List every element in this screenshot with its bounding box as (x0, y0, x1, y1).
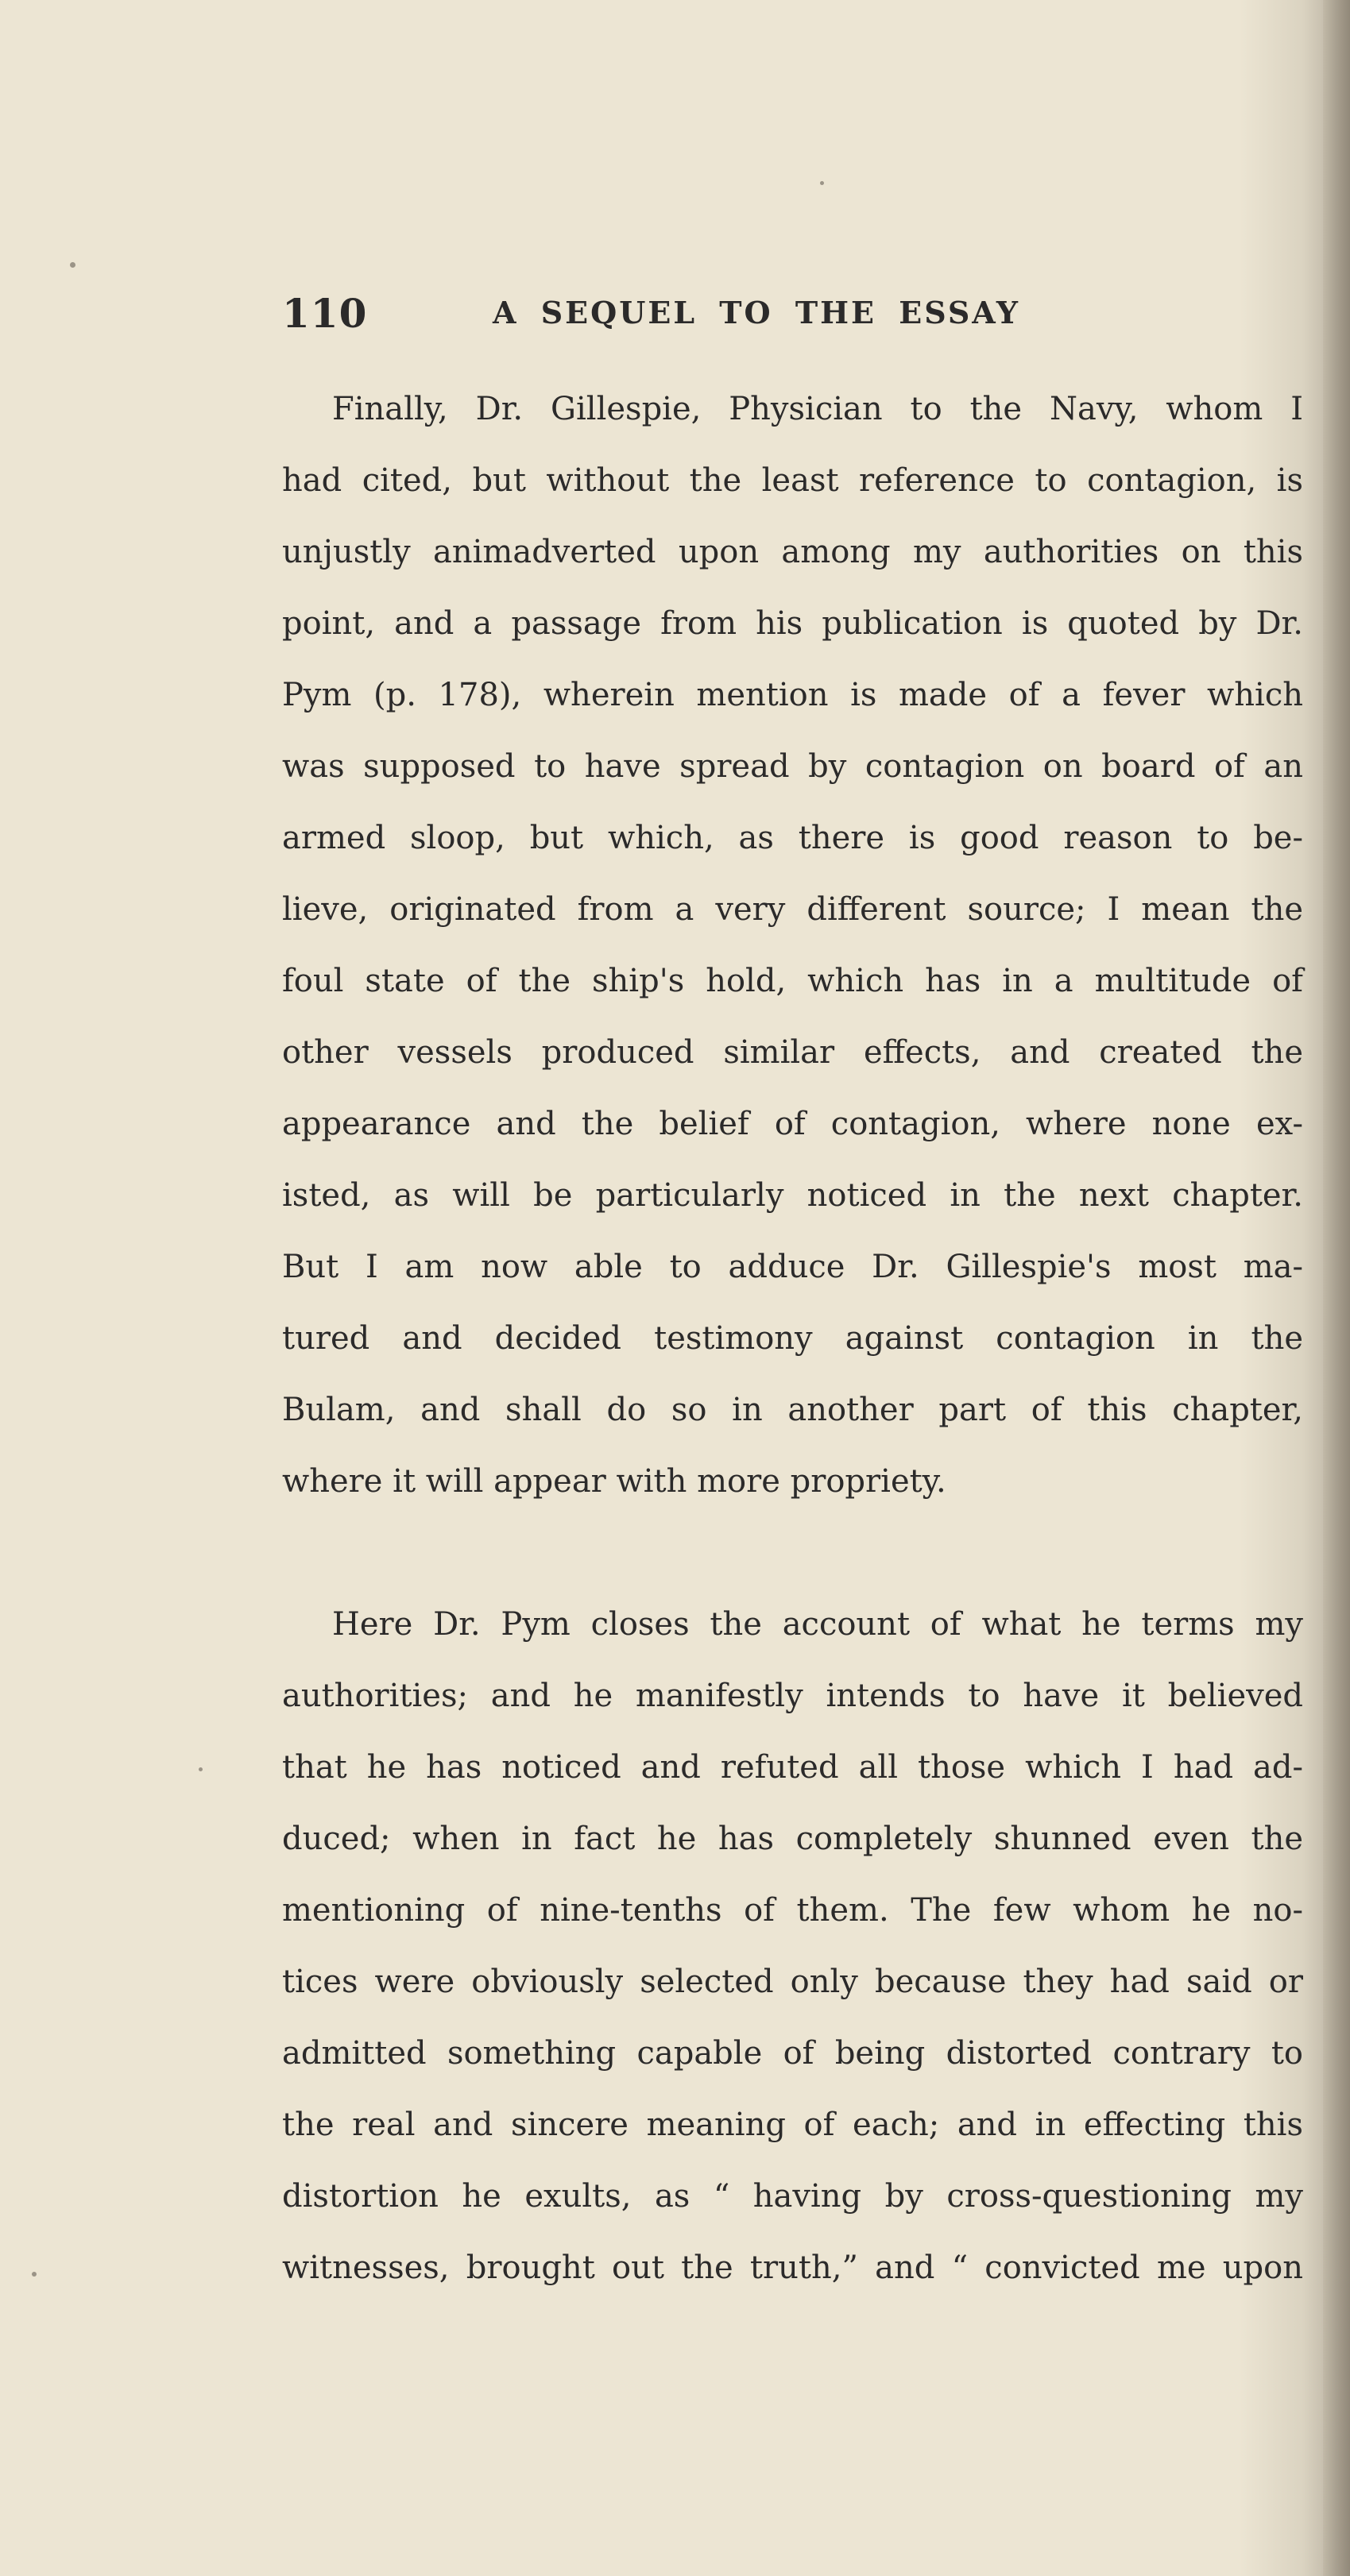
text-line: Bulam, and shall do so in another part of this chapter, (282, 1392, 1303, 1428)
text-line: unjustly animadverted upon among my authorities on this (282, 534, 1303, 570)
body-text (282, 373, 1303, 2304)
text-line: other vessels produced similar effects, and created the (282, 1034, 1303, 1071)
text-line: point, and a passage from his publication is quoted by Dr. (282, 605, 1303, 642)
text-line: tices were obviously selected only because they had said or (282, 1964, 1303, 2000)
text-line: the real and sincere meaning of each; and in effecting this (282, 2107, 1303, 2143)
text-line: lieve, originated from a very different source; I mean the (282, 891, 1303, 928)
text-line: tured and decided testimony against contagion in the (282, 1320, 1303, 1357)
paper-speck (199, 1767, 203, 1771)
paragraph (282, 373, 1303, 1517)
text-line: appearance and the belief of contagion, where none ex- (282, 1106, 1303, 1142)
text-line: Here Dr. Pym closes the account of what he terms my (332, 1606, 1303, 1643)
text-line: foul state of the ship's hold, which has in a multitude of (282, 963, 1303, 999)
text-line: isted, as will be particularly noticed in the next chapter. (282, 1177, 1303, 1214)
paper-speck (32, 2272, 37, 2277)
text-line: duced; when in fact he has completely shunned even the (282, 1821, 1303, 1857)
text-line: authorities; and he manifestly intends to have it believed (282, 1678, 1303, 1714)
text-line: admitted something capable of being distorted contrary to (282, 2035, 1303, 2072)
text-line: armed sloop, but which, as there is good reason to be- (282, 820, 1303, 856)
text-line: mentioning of nine-tenths of them. The few whom he no- (282, 1892, 1303, 1929)
text-line: Pym (p. 178), wherein mention is made of a fever which (282, 677, 1303, 713)
page-header (282, 290, 1275, 338)
paragraph (282, 1589, 1303, 2304)
page-edge-shadow (1323, 0, 1350, 2576)
text-line: But I am now able to adduce Dr. Gillespie's most ma- (282, 1249, 1303, 1285)
paragraph-gap (282, 1517, 1303, 1589)
text-line: was supposed to have spread by contagion on board of an (282, 748, 1303, 785)
running-head: A SEQUEL TO THE ESSAY (493, 295, 1020, 330)
paper-speck (70, 262, 75, 268)
page-number: 110 (282, 290, 368, 337)
text-line: had cited, but without the least reference to contagion, is (282, 462, 1303, 499)
text-line: Finally, Dr. Gillespie, Physician to the Navy, whom I (332, 391, 1303, 427)
text-line: where it will appear with more propriety. (282, 1463, 946, 1500)
text-line: distortion he exults, as “ having by cross-questioning my (282, 2178, 1303, 2215)
text-line: that he has noticed and refuted all those which I had ad- (282, 1749, 1303, 1786)
text-line: witnesses, brought out the truth,” and “ convicted me upon (282, 2250, 1303, 2286)
paper-speck (820, 181, 824, 185)
